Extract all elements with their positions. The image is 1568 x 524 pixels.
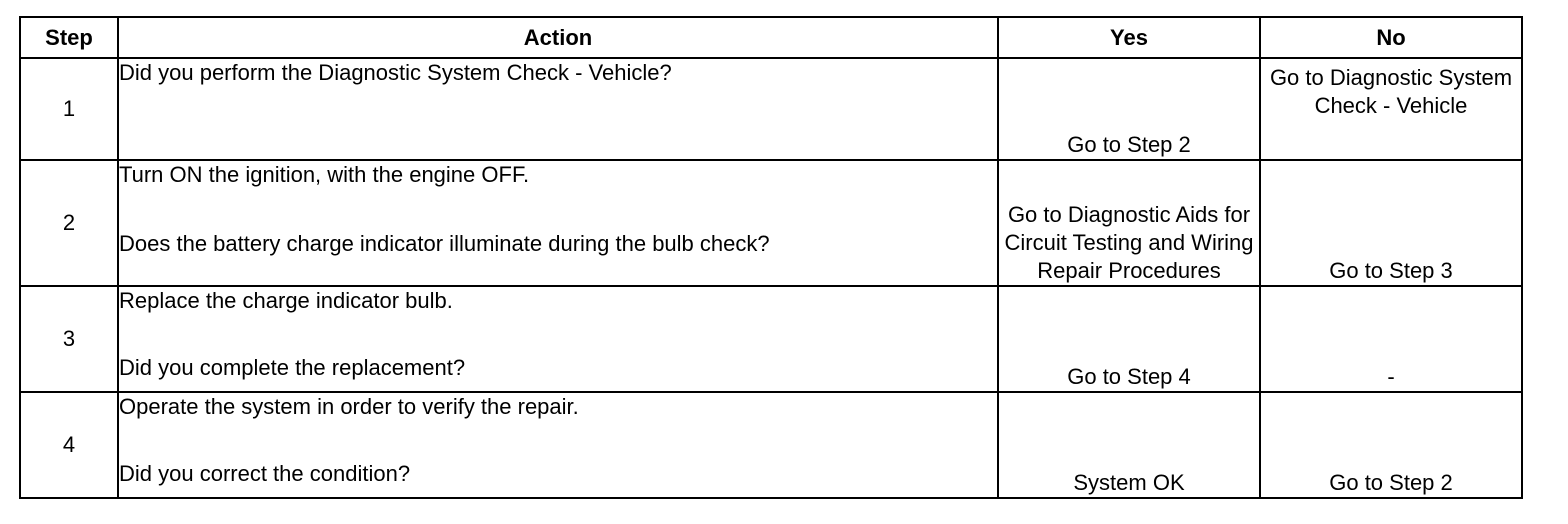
action-text: Operate the system in order to verify the repair. — [119, 394, 579, 419]
action-question: Did you correct the condition? — [119, 461, 411, 486]
table-row — [20, 392, 1522, 498]
yes-cell: Go to Diagnostic Aids for Circuit Testing and Wiring Repair Procedures — [998, 160, 1260, 286]
action-cell — [118, 392, 998, 498]
diagnostic-table — [19, 16, 1523, 499]
action-cell — [118, 286, 998, 392]
no-cell: Go to Step 3 — [1260, 160, 1522, 286]
action-text: Turn ON the ignition, with the engine OFF. — [119, 162, 530, 187]
no-cell: Go to Diagnostic System Check - Vehicle — [1260, 58, 1522, 160]
no-cell: - — [1260, 286, 1522, 392]
action-text: Replace the charge indicator bulb. — [119, 288, 453, 313]
table-row — [20, 286, 1522, 392]
action-text: Did you perform the Diagnostic System Check - Vehicle? — [119, 60, 672, 85]
no-cell: Go to Step 2 — [1260, 392, 1522, 498]
table-row — [20, 160, 1522, 286]
step-number: 1 — [20, 58, 118, 160]
header-no: No — [1260, 17, 1522, 58]
action-question: Did you complete the replacement? — [119, 355, 466, 380]
action-cell — [118, 160, 998, 286]
step-number: 4 — [20, 392, 118, 498]
step-number: 3 — [20, 286, 118, 392]
header-action: Action — [118, 17, 998, 58]
step-number: 2 — [20, 160, 118, 286]
yes-cell: System OK — [998, 392, 1260, 498]
action-question: Does the battery charge indicator illuminate during the bulb check? — [119, 231, 770, 256]
action-cell — [118, 58, 998, 160]
yes-cell: Go to Step 4 — [998, 286, 1260, 392]
header-yes: Yes — [998, 17, 1260, 58]
header-row — [20, 17, 1522, 58]
table-row — [20, 58, 1522, 160]
header-step: Step — [20, 17, 118, 58]
yes-cell: Go to Step 2 — [998, 58, 1260, 160]
